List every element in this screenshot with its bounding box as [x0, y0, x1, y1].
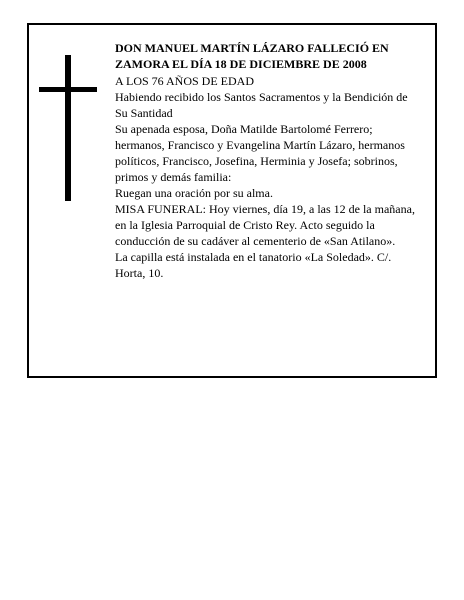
notice-sacraments: Habiendo recibido los Santos Sacramentos y la Bendición de Su Santidad — [115, 90, 408, 120]
notice-funeral: MISA FUNERAL: Hoy viernes, día 19, a las 12 de la mañana, en la Iglesia Parroquial de Cristo Rey. Acto seguido la conducción de su cadáver al cementerio de «San Atilano». — [115, 202, 415, 248]
notice-prayer: Ruegan una oración por su alma. — [115, 186, 273, 200]
cross-horizontal-bar — [39, 87, 97, 92]
obituary-notice — [27, 23, 437, 378]
notice-family: Su apenada esposa, Doña Matilde Bartolomé Ferrero; hermanos, Francisco y Evangelina Martín Lázaro, hermanos políticos, Francisco, Josefina, Herminia y Josefa; sobrinos, primos y demás familia: — [115, 122, 405, 184]
cross-icon — [39, 55, 97, 201]
cross-vertical-bar — [65, 55, 71, 201]
notice-chapel: La capilla está instalada en el tanatorio «La Soledad». C/. Horta, 10. — [115, 250, 392, 280]
notice-text — [115, 40, 415, 281]
notice-heading: DON MANUEL MARTÍN LÁZARO FALLECIÓ EN ZAMORA EL DÍA 18 DE DICIEMBRE DE 2008 — [115, 41, 389, 71]
notice-age: A LOS 76 AÑOS DE EDAD — [115, 74, 255, 88]
